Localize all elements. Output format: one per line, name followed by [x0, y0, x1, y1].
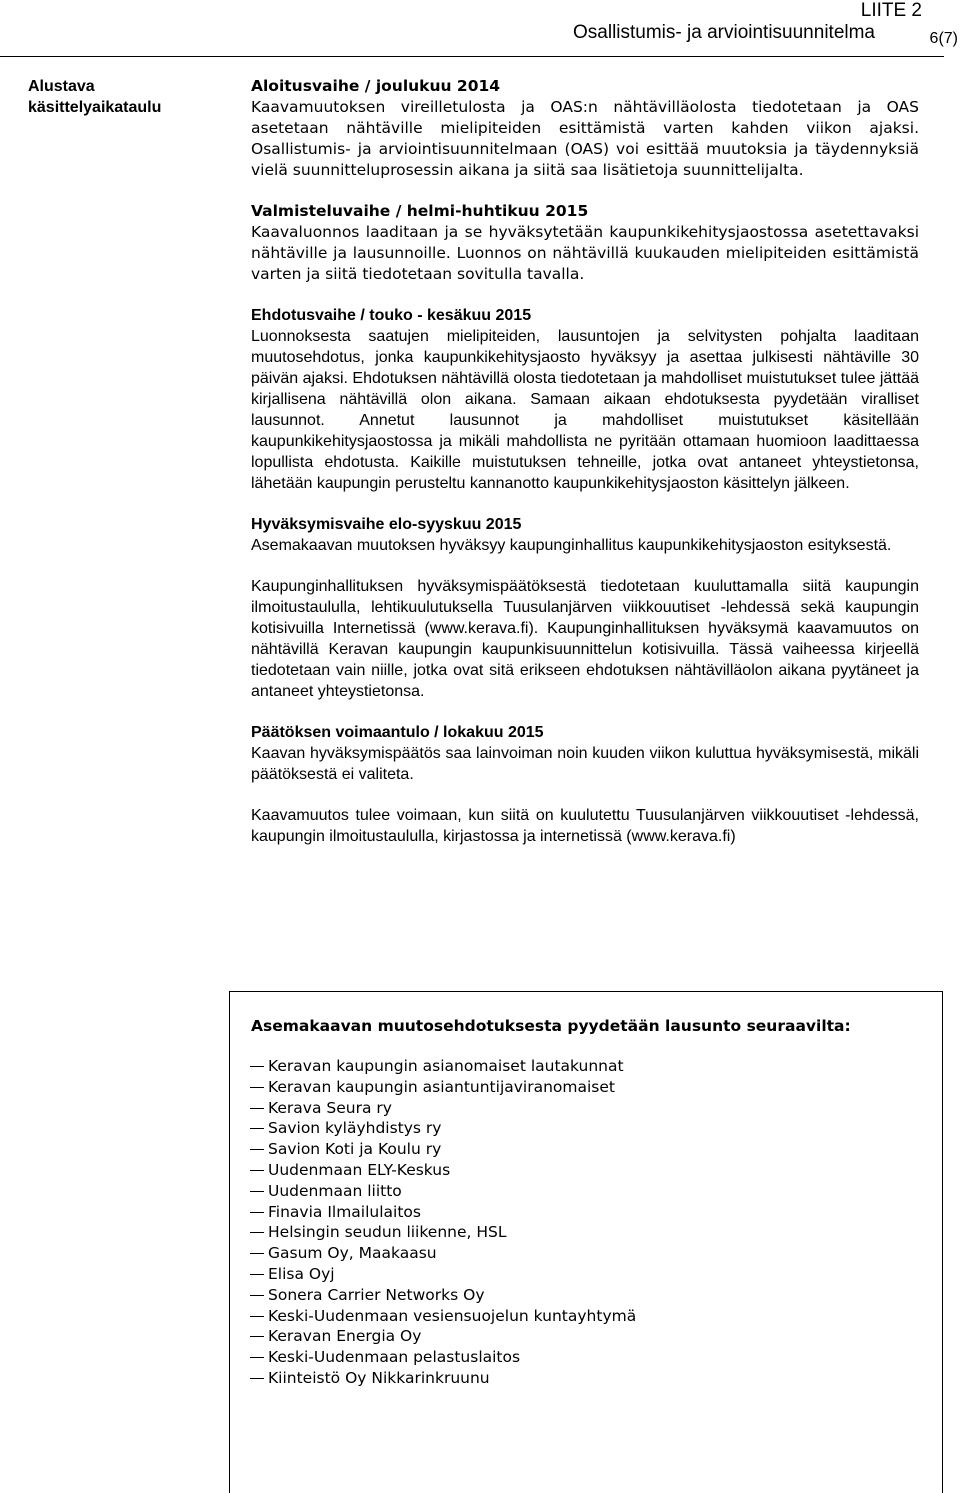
- list-item: [250, 1347, 636, 1368]
- list-item: [250, 1222, 636, 1243]
- list-item-label: Uudenmaan liitto: [268, 1181, 402, 1200]
- section-paragraph: Kaavamuutos tulee voimaan, kun siitä on kuulutettu Tuusulanjärven viikkouutiset -lehdessä, kaupungin ilmoitustaululla, kirjastossa ja internetissä (www.kerava.fi): [251, 807, 919, 845]
- list-item: [250, 1326, 636, 1347]
- list-item-label: Kiinteistö Oy Nikkarinkruunu: [268, 1368, 490, 1387]
- list-item-label: Kerava Seura ry: [268, 1098, 392, 1117]
- dash-bullet: [250, 1087, 268, 1088]
- section-paragraph: Kaupunginhallituksen hyväksymispäätöksestä tiedotetaan kuuluttamalla siitä kaupungin ilmoitustaululla, lehtikuulutuksella Tuusulanjärven viikkouutiset -lehdessä sekä kaupungin kotisivuilla Internetissä (www.kerava.fi). Kaupunginhallituksen hyväksymä kaavamuutos on nähtävillä Keravan kaupungin kaupunkisuunnittelun kotisivuilla. Tässä vaiheessa kirjeellä tiedotetaan vain niille, jotka ovat sitä erikseen ehdotuksen nähtävilläolon aikana pyytäneet ja antaneet yhteystietonsa.: [251, 578, 919, 700]
- list-item-label: Gasum Oy, Maakaasu: [268, 1244, 437, 1263]
- dash-bullet: [250, 1128, 268, 1129]
- section-heading: Päätöksen voimaantulo / lokakuu 2015: [251, 724, 544, 741]
- page-number: 6(7): [929, 30, 958, 47]
- side-heading-line-2: käsittelyaikataulu: [28, 99, 162, 116]
- list-item-label: Savion Koti ja Koulu ry: [268, 1140, 442, 1159]
- list-item-label: Keravan kaupungin asiantuntijaviranomaiset: [268, 1077, 615, 1096]
- list-item-label: Finavia Ilmailulaitos: [268, 1202, 421, 1221]
- list-item: [250, 1160, 636, 1181]
- list-item: [250, 1098, 636, 1119]
- dash-bullet: [250, 1149, 268, 1150]
- dash-bullet: [250, 1232, 268, 1233]
- list-item-label: Sonera Carrier Networks Oy: [268, 1285, 485, 1304]
- list-item: [250, 1243, 636, 1264]
- list-item: [250, 1368, 636, 1389]
- dash-bullet: [250, 1357, 268, 1358]
- list-item: [250, 1202, 636, 1223]
- list-item: [250, 1139, 636, 1160]
- section-valmisteluvaihe: [251, 201, 919, 285]
- section-paragraph: Kaavaluonnos laaditaan ja se hyväksytetään kaupunkikehitysjaostossa asetettavaksi nähtäville ja lausunnoille. Luonnos on nähtävillä kuukauden mielipiteiden esittämistä varten ja siitä tiedotetaan sovitulla tavalla.: [251, 223, 919, 283]
- side-heading: [28, 76, 161, 118]
- section-paragraph: Asemakaavan muutoksen hyväksyy kaupunginhallitus kaupunkikehitysjaoston esityksestä.: [251, 537, 892, 554]
- list-item: [250, 1056, 636, 1077]
- list-item-label: Keravan Energia Oy: [268, 1327, 422, 1346]
- section-ehdotusvaihe: [251, 305, 919, 494]
- list-item-label: Keski-Uudenmaan vesiensuojelun kuntayhtymä: [268, 1306, 637, 1325]
- list-item: [250, 1285, 636, 1306]
- section-heading: Valmisteluvaihe / helmi-huhtikuu 2015: [251, 202, 589, 220]
- list-item-label: Uudenmaan ELY-Keskus: [268, 1160, 451, 1179]
- list-item-label: Keski-Uudenmaan pelastuslaitos: [268, 1348, 521, 1367]
- list-item: [250, 1181, 636, 1202]
- list-item: [250, 1118, 636, 1139]
- dash-bullet: [250, 1191, 268, 1192]
- list-item: [250, 1264, 636, 1285]
- list-item-label: Savion kyläyhdistys ry: [268, 1119, 442, 1138]
- section-heading: Aloitusvaihe / joulukuu 2014: [251, 77, 501, 95]
- list-item-label: Elisa Oyj: [268, 1264, 335, 1283]
- schedule-content: [251, 76, 919, 867]
- dash-bullet: [250, 1274, 268, 1275]
- side-heading-line-1: Alustava: [28, 78, 95, 95]
- document-title: Osallistumis- ja arviointisuunnitelma: [573, 22, 875, 43]
- statement-organisation-list: [250, 1056, 636, 1389]
- section-heading: Hyväksymisvaihe elo-syyskuu 2015: [251, 516, 522, 533]
- section-heading: Ehdotusvaihe / touko - kesäkuu 2015: [251, 307, 532, 324]
- statement-box-title: Asemakaavan muutosehdotuksesta pyydetään lausunto seuraavilta:: [251, 1017, 851, 1035]
- dash-bullet: [250, 1378, 268, 1379]
- section-paragraph: Kaavan hyväksymispäätös saa lainvoiman noin kuuden viikon kuluttua hyväksymisestä, mikäli päätöksestä ei valiteta.: [251, 745, 919, 783]
- dash-bullet: [250, 1108, 268, 1109]
- section-paragraph: Luonnoksesta saatujen mielipiteiden, lausuntojen ja selvitysten pohjalta laaditaan muutosehdotus, jonka kaupunkikehitysjaosto hyväksyy ja asettaa julkisesti nähtäville 30 päivän ajaksi. Ehdotuksen nähtävillä olosta tiedotetaan ja mahdolliset muistutukset tulee jättää kirjallisena nähtävillä olon aikana. Samaan aikaan ehdotuksesta pyydetään viralliset lausunnot. Annetut lausunnot ja mahdolliset muistutukset käsitellään kaupunkikehitysjaostossa ja mikäli mahdollista ne pyritään ottamaan huomioon laadittaessa lopullista ehdotusta. Kaikille muistutuksen tehneille, jotka ovat antaneet yhteystietonsa, lähetään kaupungin perusteltu kannanotto kaupunkikehitysjaoston käsittelyn jälkeen.: [251, 328, 919, 492]
- section-aloitusvaihe: [251, 76, 919, 181]
- dash-bullet: [250, 1212, 268, 1213]
- dash-bullet: [250, 1253, 268, 1254]
- dash-bullet: [250, 1170, 268, 1171]
- appendix-label: LIITE 2: [860, 0, 922, 21]
- dash-bullet: [250, 1316, 268, 1317]
- list-item-label: Helsingin seudun liikenne, HSL: [268, 1223, 507, 1242]
- list-item: [250, 1077, 636, 1098]
- dash-bullet: [250, 1336, 268, 1337]
- section-voimaantulo: [251, 722, 919, 847]
- header-divider: [0, 56, 944, 57]
- dash-bullet: [250, 1066, 268, 1067]
- list-item-label: Keravan kaupungin asianomaiset lautakunnat: [268, 1057, 624, 1075]
- section-paragraph: Kaavamuutoksen vireilletulosta ja OAS:n nähtävilläolosta tiedotetaan ja OAS asetetaan nähtäville mielipiteiden esittämistä varten kahden viikon ajaksi. Osallistumis- ja arviointisuunnitelmaan (OAS) voi esittää muutoksia ja täydennyksiä vielä suunnitteluprosessin aikana ja siitä saa lisätietoja suunnittelijalta.: [251, 98, 919, 179]
- list-item: [250, 1306, 636, 1327]
- section-hyvaksymisvaihe: [251, 514, 919, 702]
- dash-bullet: [250, 1295, 268, 1296]
